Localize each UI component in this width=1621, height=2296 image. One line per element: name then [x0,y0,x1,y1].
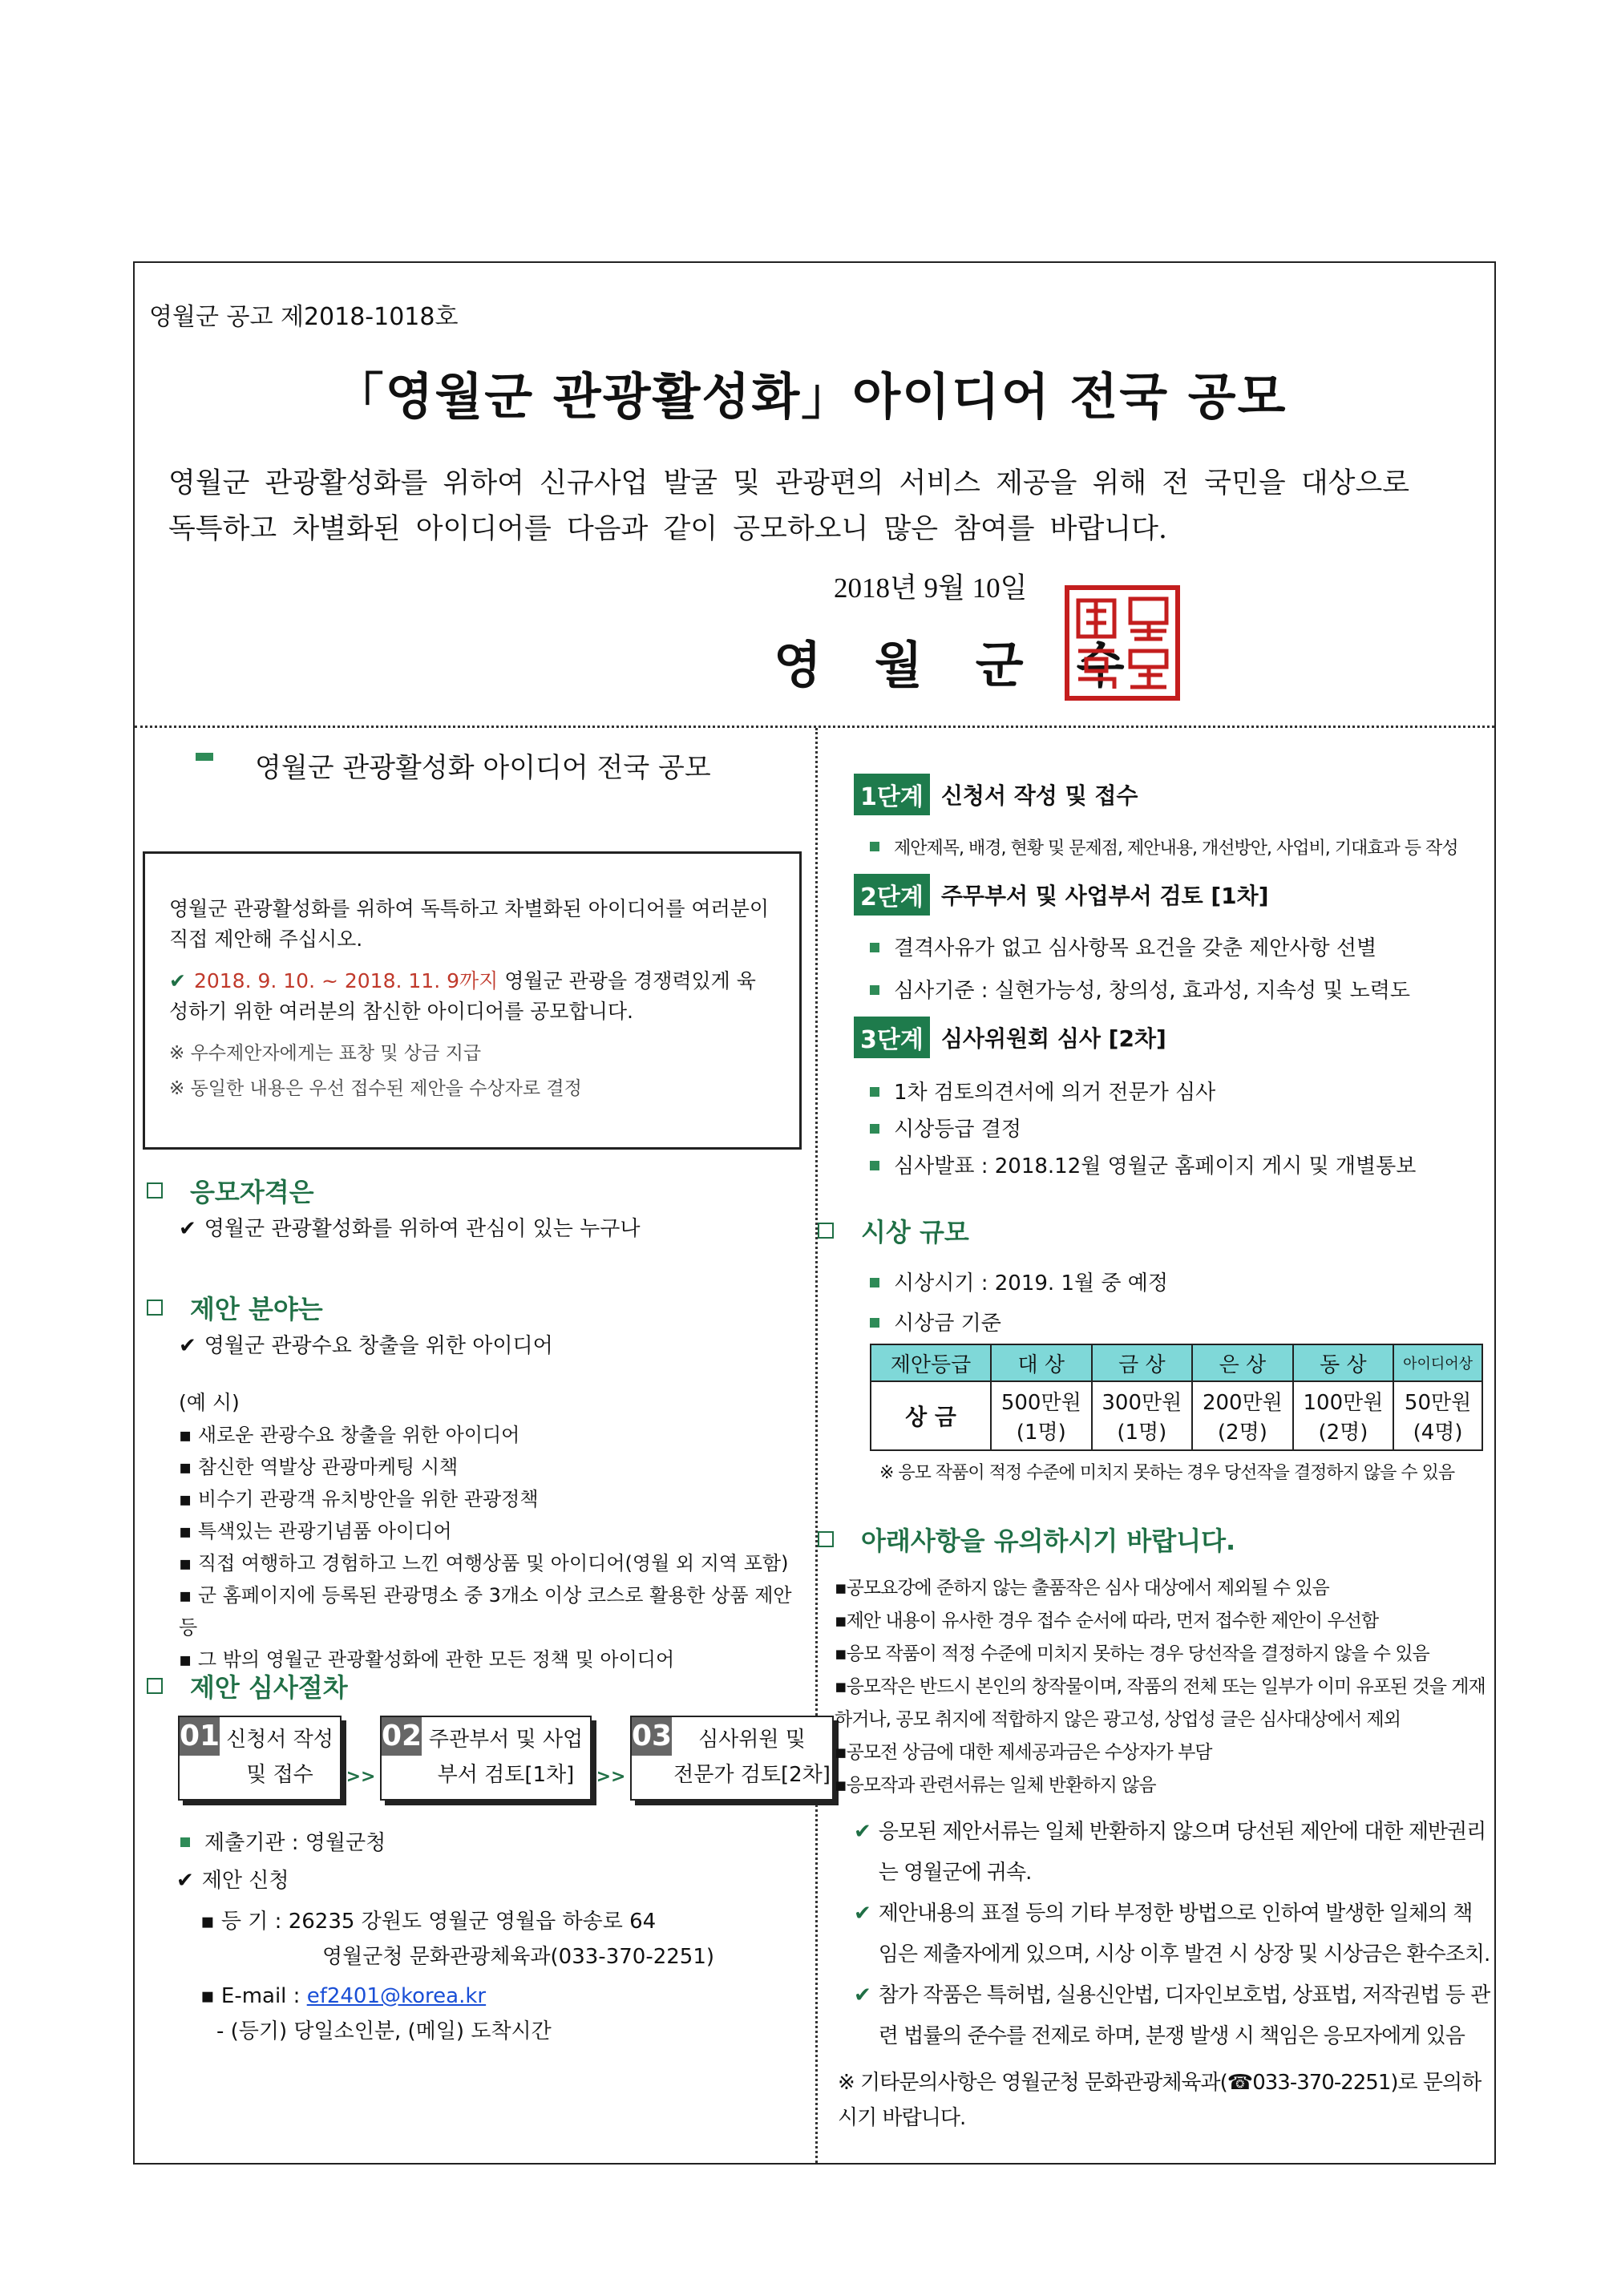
check-text: 제안내용의 표절 등의 기타 부정한 방법으로 인하여 발생한 일체의 책임은 제출자에게 있으며, 시상 이후 발견 시 상장 및 시상금은 환수조치. [878,1902,1490,1967]
step-3 [630,1716,834,1801]
step-2 [380,1716,592,1801]
stage-title: 심사위원회 심사 [2차] [940,1025,1166,1052]
check-item [854,1975,1491,2057]
caution-text: 응모 작품이 적정 수준에 미치지 못하는 경우 당선작을 결정하지 않을 수 있음 [846,1643,1429,1664]
step-arrow: >> [346,1767,376,1787]
issuer-name: 영월군수 [774,636,1178,694]
check-icon: ✔ [854,1983,871,2007]
prize-count: (1명) [1117,1421,1167,1445]
caution-text: 제안 내용이 유사한 경우 접수 순서에 따라, 먼저 접수한 제안이 우선함 [846,1611,1379,1631]
caution-checks [854,1812,1491,2057]
award-heading-text: 시상 규모 [861,1217,969,1247]
left-section-header [196,746,711,785]
intro-paragraph [168,461,1467,552]
stage-tag: 2단계 [854,874,930,916]
green-square-icon [870,985,879,995]
check-icon: ✔ [176,1869,194,1893]
square-bullet-icon [818,1531,834,1547]
award-heading [818,1212,1495,1249]
table-header: 동 상 [1293,1344,1394,1381]
review-heading-text: 제안 심사절차 [190,1672,348,1703]
apply-label [176,1864,289,1894]
step-number: 03 [632,1717,672,1756]
stage-item [870,1074,1495,1111]
stage-title: 신청서 작성 및 접수 [940,782,1138,809]
check-icon: ✔ [179,1334,196,1358]
stage-item-text: 제안제목, 배경, 현황 및 문제점, 제안내용, 개선방안, 사업비, 기대효과 등 작성 [894,839,1458,859]
check-icon: ✔ [179,1217,196,1241]
example-text: 새로운 관광수요 창출을 위한 아이디어 [197,1424,520,1446]
prize-amount: 50만원 [1404,1391,1472,1415]
green-square-icon [870,1124,879,1134]
table-cell [1393,1381,1482,1450]
stage-3-header [854,1017,1495,1058]
stage-item-text: 심사기준 : 실현가능성, 창의성, 효과성, 지속성 및 노력도 [894,979,1410,1003]
square-bullet-icon [147,1300,163,1316]
table-cell [1192,1381,1293,1450]
check-text: 응모된 제안서류는 일체 반환하지 않으며 당선된 제안에 대한 제반권리는 영월군에 귀속. [878,1820,1486,1885]
list-item: ▪ 참신한 역발상 관광마케팅 시책 [179,1456,459,1478]
contact-note: ※ 기타문의사항은 영월군청 문화관광체육과(☎033-370-2251)로 문의하시기 바랍니다. [838,2071,1482,2130]
eligibility-heading [147,1172,314,1209]
award-basis [870,1304,1495,1344]
intro-line: 영월군 관광활성화를 위하여 신규사업 발굴 및 관광편의 서비스 제공을 위해 전 국민을 대상으로 [168,467,1410,499]
award-timing [870,1263,1495,1304]
page-title: 「영월군 관광활성화」아이디어 전국 공모 [333,367,1288,426]
list-item: ▪ 특색있는 관광기념품 아이디어 [179,1520,452,1542]
example-text: 그 밖의 영월군 관광활성화에 관한 모든 정책 및 아이디어 [197,1648,675,1671]
stage-tag: 3단계 [854,1017,930,1058]
email-label: ▪ E-mail : [200,1984,301,2008]
prize-amount: 500만원 [1000,1391,1081,1415]
field-value: 영월군 관광수요 창출을 위한 아이디어 [204,1334,553,1358]
list-item: ▪ 비수기 관광객 유치방안을 위한 관광정책 [179,1488,539,1510]
table-row [871,1381,1482,1450]
green-square-icon [870,1278,879,1287]
deadline-note: - (등기) 당일소인분, (메일) 도착시간 [216,2019,552,2043]
prize-count: (2명) [1318,1421,1368,1445]
table-header: 아이디어상 [1393,1344,1482,1381]
green-square-icon [870,1318,879,1328]
summary-period-text: 영월군 관광을 경쟁력있게 육성하기 위한 여러분의 참신한 아이디어를 공모합니다. [169,969,756,1023]
list-item: ▪ 그 밖의 영월군 관광활성화에 관한 모든 정책 및 아이디어 [179,1648,675,1671]
check-icon: ✔ [854,1902,871,1926]
list-item: ▪공모전 상금에 대한 제세공과금은 수상자가 부담 [835,1742,1212,1763]
list-item: ▪ 직접 여행하고 경험하고 느낀 여행상품 및 아이디어(영월 외 지역 포함) [179,1552,789,1574]
step-arrow: >> [596,1767,626,1787]
stage-2-header [854,874,1495,916]
list-item: ▪공모요강에 준하지 않는 출품작은 심사 대상에서 제외될 수 있음 [835,1578,1329,1599]
example-text: 직접 여행하고 경험하고 느낀 여행상품 및 아이디어(영월 외 지역 포함) [197,1552,789,1574]
green-square-icon [870,943,879,952]
summary-period: ✔ 2018. 9. 10. ~ 2018. 11. 9까지 영월군 관광을 경쟁력있게 육성하기 위한 여러분의 참신한 아이디어를 공모합니다. [169,969,756,1023]
square-bullet-icon [147,1678,163,1694]
field-text [179,1329,553,1359]
prize-count: (1명) [1016,1421,1066,1445]
green-square-icon [180,1837,190,1847]
eligibility-value: 영월군 관광활성화를 위하여 관심이 있는 누구나 [204,1217,641,1241]
column-divider [815,728,818,2163]
left-section-title: 영월군 관광활성화 아이디어 전국 공모 [255,752,711,784]
table-header-row [871,1344,1482,1381]
table-header: 제안등급 [871,1344,991,1381]
step-line: 심사위원 및 [698,1728,806,1752]
stage-item [870,835,1495,859]
table-cell: 상 금 [871,1381,991,1450]
caution-text: 응모작은 반드시 본인의 창작물이며, 작품의 전체 또는 일부가 이미 유포된 것을 게재하거나, 공모 취지에 적합하지 않은 광고성, 상업성 글은 심사대상에서 제외 [835,1676,1486,1730]
step-line: 주관부서 및 사업 [428,1728,584,1752]
check-text: 참가 작품은 특허법, 실용신안법, 디자인보호법, 상표법, 저작권법 등 관련 법률의 준수를 전제로 하며, 분쟁 발생 시 책임은 응모자에게 있음 [878,1983,1490,2048]
list-item: ▪응모 작품이 적정 수준에 미치지 못하는 경우 당선작을 결정하지 않을 수 있음 [835,1643,1429,1664]
stage-item-text: 심사발표 : 2018.12월 영월군 홈페이지 게시 및 개별통보 [894,1154,1417,1178]
field-heading-text: 제안 분야는 [190,1294,323,1324]
notice-number: 영월군 공고 제2018-1018호 [149,303,459,331]
prize-count: (4명) [1413,1421,1463,1445]
list-item: ▪제안 내용이 유사한 경우 접수 순서에 따라, 먼저 접수한 제안이 우선함 [835,1611,1379,1631]
stage-title: 주무부서 및 사업부서 검토 [1차] [940,883,1269,909]
contest-period: 2018. 9. 10. ~ 2018. 11. 9까지 [193,969,499,992]
mail-label: ▪ 등 기 : [200,1910,282,1934]
example-text: 비수기 관광객 유치방안을 위한 관광정책 [197,1488,539,1510]
stage-item-text: 시상등급 결정 [894,1118,1021,1142]
contest-summary-box [143,851,802,1150]
table-header: 은 상 [1192,1344,1293,1381]
prize-count: (2명) [1217,1421,1267,1445]
caution-heading-text: 아래사항을 유의하시기 바랍니다. [861,1526,1236,1556]
stage-items [870,1074,1495,1185]
agency-text: 제출기관 : 영월군청 [204,1831,386,1855]
eligibility-heading-text: 응모자격은 [190,1177,314,1207]
review-heading [147,1667,348,1704]
square-bullet-icon [147,1182,163,1199]
award-info [870,1263,1495,1344]
list-item: ▪ 군 홈페이지에 등록된 관광명소 중 3개소 이상 코스로 활용한 상품 제안 등 [179,1584,792,1639]
stage-tag: 1단계 [854,774,930,815]
example-text: 참신한 역발상 관광마케팅 시책 [197,1456,459,1478]
official-seal-icon [1062,583,1182,703]
mail-address [200,1904,714,1975]
step-line: 부서 검토[1차] [437,1763,575,1787]
award-note: ※ 응모 작품이 적정 수준에 미치지 못하는 경우 당선작을 결정하지 않을 수 있음 [879,1463,1455,1483]
caution-text: 공모전 상금에 대한 제세공과금은 수상자가 부담 [846,1742,1212,1763]
square-bullet-icon [818,1223,834,1239]
step-line: 및 접수 [246,1763,313,1787]
review-steps [178,1716,834,1801]
step-text [220,1717,340,1799]
note-duplicate: ※ 동일한 내용은 우선 접수된 제안을 수상자로 결정 [169,1078,582,1099]
table-header: 금 상 [1092,1344,1193,1381]
caution-list [835,1572,1488,1802]
stage-item [870,974,1495,1004]
example-text: 특색있는 관광기념품 아이디어 [197,1520,452,1542]
mail-line: 영월군청 문화관광체육과(033-370-2251) [322,1945,715,1969]
example-label: (예 시) [179,1391,240,1414]
list-item: ▪ 새로운 관광수요 창출을 위한 아이디어 [179,1424,520,1446]
caution-text: 공모요강에 준하지 않는 출품작은 심사 대상에서 제외될 수 있음 [846,1578,1329,1599]
table-cell [991,1381,1092,1450]
stage-item-text: 결격사유가 없고 심사항목 요건을 갖춘 제안사항 선별 [894,936,1377,960]
step-1 [178,1716,342,1801]
mail-line: 26235 강원도 영월군 영월읍 하송로 64 [288,1910,657,1934]
email-link[interactable]: ef2401@korea.kr [306,1984,487,2008]
caution-heading [818,1521,1495,1558]
step-number: 02 [382,1717,422,1756]
eligibility-text [179,1212,640,1242]
table-header: 대 상 [991,1344,1092,1381]
check-item [854,1812,1491,1894]
step-line: 신청서 작성 [226,1728,333,1752]
check-item [854,1894,1491,1975]
prize-amount: 200만원 [1202,1391,1283,1415]
field-heading [147,1289,323,1326]
step-text [672,1717,832,1799]
email-info [200,1979,552,2049]
stage-item-text: 1차 검토의견서에 의거 전문가 심사 [894,1081,1216,1105]
green-square-icon [870,842,879,851]
award-timing-text: 시상시기 : 2019. 1월 중 예정 [894,1271,1168,1296]
check-icon: ✔ [854,1820,871,1844]
example-list [179,1387,808,1676]
apply-label-text: 제안 신청 [201,1869,289,1893]
step-number: 01 [180,1717,220,1756]
intro-line: 독특하고 차별화된 아이디어를 다음과 같이 공모하오니 많은 참여를 바랍니다. [168,513,1168,545]
green-flag-icon [196,753,213,761]
example-text: 군 홈페이지에 등록된 관광명소 중 3개소 이상 코스로 활용한 상품 제안 등 [179,1584,792,1639]
award-basis-text: 시상금 기준 [894,1312,1001,1336]
prize-table [870,1344,1483,1451]
summary-text: 영월군 관광활성화를 위하여 독특하고 차별화된 아이디어를 여러분이 직접 제안해 주십시오. [169,897,770,951]
list-item: ▪응모작과 관련서류는 일체 반환하지 않음 [835,1775,1156,1796]
step-text [422,1717,590,1799]
step-line: 전문가 검토[2차] [673,1763,831,1787]
prize-amount: 300만원 [1102,1391,1182,1415]
green-square-icon [870,1161,879,1170]
list-item: ▪응모작은 반드시 본인의 창작물이며, 작품의 전체 또는 일부가 이미 유포된 것을 게재하거나, 공모 취지에 적합하지 않은 광고성, 상업성 글은 심사대상에서 제외 [835,1676,1486,1730]
note-award: ※ 우수제안자에게는 표창 및 상금 지급 [169,1043,482,1064]
stage-1-header [854,774,1495,815]
table-cell [1293,1381,1394,1450]
right-column [835,774,1495,2136]
prize-amount: 100만원 [1303,1391,1384,1415]
submission-agency [180,1826,386,1856]
notice-date: 2018년 9월 10일 [834,572,1028,604]
table-cell [1092,1381,1193,1450]
green-square-icon [870,1087,879,1097]
caution-text: 응모작과 관련서류는 일체 반환하지 않음 [846,1775,1156,1796]
section-divider [135,726,1494,728]
stage-item [870,932,1495,961]
stage-item [870,1148,1495,1185]
stage-item [870,1111,1495,1148]
